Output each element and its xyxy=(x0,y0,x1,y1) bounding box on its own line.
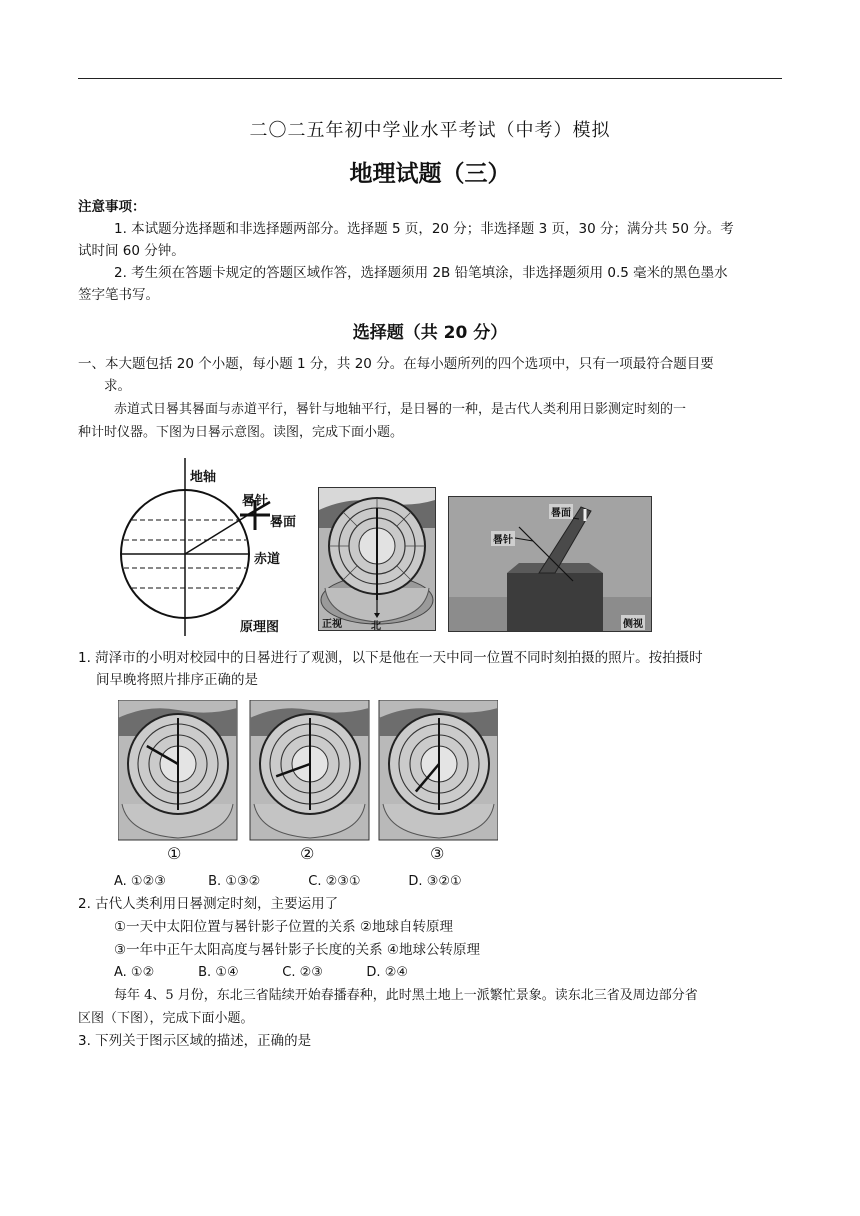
notes-heading: 注意事项： xyxy=(78,199,146,215)
label-side-gnomon: 晷针 xyxy=(491,531,515,546)
label-equator: 赤道 xyxy=(254,552,281,567)
label-north: 北 xyxy=(371,621,381,631)
label-side: 侧视 xyxy=(621,615,645,630)
subject-title: 地理试题（三） xyxy=(349,161,511,187)
label-front: 正视 xyxy=(322,619,342,630)
front-view-photo xyxy=(318,487,436,631)
label-side-dial: 晷面 xyxy=(549,504,573,519)
intro2-line2: 区图（下图），完成下面小题。 xyxy=(78,1011,254,1026)
photo-label-3: ③ xyxy=(430,844,445,863)
q1-photos xyxy=(118,700,498,868)
header-rule xyxy=(78,78,782,79)
photo-label-1: ① xyxy=(167,844,182,863)
q1-line1: 1. 菏泽市的小明对校园中的日晷进行了观测，以下是他在一天中同一位置不同时刻拍摄的照片。按拍摄时 xyxy=(78,650,703,666)
label-gnomon: 晷针 xyxy=(242,494,269,509)
section-instruction-line1: 一、本大题包括 20 个小题，每小题 1 分，共 20 分。在每小题所列的四个选项中，只有一项最符合题目要 xyxy=(78,356,714,372)
sundial-photo-3 xyxy=(379,700,498,840)
q1-line2: 间早晚将照片排序正确的是 xyxy=(96,672,258,688)
sundial-photo-2 xyxy=(250,700,369,840)
q3-stem: 3. 下列关于图示区域的描述，正确的是 xyxy=(78,1033,312,1049)
q1-option-a[interactable]: A. ①②③ xyxy=(114,874,166,889)
label-principle: 原理图 xyxy=(240,620,280,635)
notes-item1-line2: 试时间 60 分钟。 xyxy=(78,243,185,259)
intro1-line1: 赤道式日晷其晷面与赤道平行，晷针与地轴平行，是日晷的一种，是古代人类利用日影测定时刻的一 xyxy=(114,402,687,417)
q1-option-d[interactable]: D. ③②① xyxy=(408,874,462,889)
q1-option-b[interactable]: B. ①③② xyxy=(208,874,261,889)
intro1-line2: 种计时仪器。下图为日晷示意图。读图，完成下面小题。 xyxy=(78,425,404,440)
q1-options xyxy=(114,871,498,893)
intro2-line1: 每年 4、5 月份，东北三省陆续开始春播春种，此时黑土地上一派繁忙景象。读东北三省及周边部分省 xyxy=(114,988,698,1003)
q2-line1: ①一天中太阳位置与晷针影子位置的关系 ②地球自转原理 xyxy=(114,919,453,935)
side-view-photo xyxy=(448,496,652,632)
label-axis: 地轴 xyxy=(190,470,217,485)
label-dial: 晷面 xyxy=(270,515,297,530)
q1-option-c[interactable]: C. ②③① xyxy=(308,874,361,889)
section-title: 选择题（共 20 分） xyxy=(352,323,508,343)
notes-item2-line1: 2. 考生须在答题卡规定的答题区域作答，选择题须用 2B 铅笔填涂，非选择题须用 0.5 毫米的黑色墨水 xyxy=(114,265,728,281)
q2-option-d[interactable]: D. ②④ xyxy=(366,965,409,980)
sundial-photo-1 xyxy=(118,700,237,840)
photo-label-2: ② xyxy=(300,844,315,863)
q2-option-a[interactable]: A. ①② xyxy=(114,965,155,980)
exam-title: 二〇二五年初中学业水平考试（中考）模拟 xyxy=(249,120,611,141)
q2-stem: 2. 古代人类利用日晷测定时刻，主要运用了 xyxy=(78,896,339,912)
principle-diagram xyxy=(112,458,310,636)
notes-item2-line2: 签字笔书写。 xyxy=(78,287,159,303)
q2-option-c[interactable]: C. ②③ xyxy=(282,965,323,980)
q2-options xyxy=(114,962,446,984)
section-instruction-line2: 求。 xyxy=(104,378,131,394)
q2-line2: ③一年中正午太阳高度与晷针影子长度的关系 ④地球公转原理 xyxy=(114,942,480,958)
notes-item1-line1: 1. 本试题分选择题和非选择题两部分。选择题 5 页，20 分；非选择题 3 页，30 分；满分共 50 分。考 xyxy=(114,221,734,237)
q2-option-b[interactable]: B. ①④ xyxy=(198,965,239,980)
